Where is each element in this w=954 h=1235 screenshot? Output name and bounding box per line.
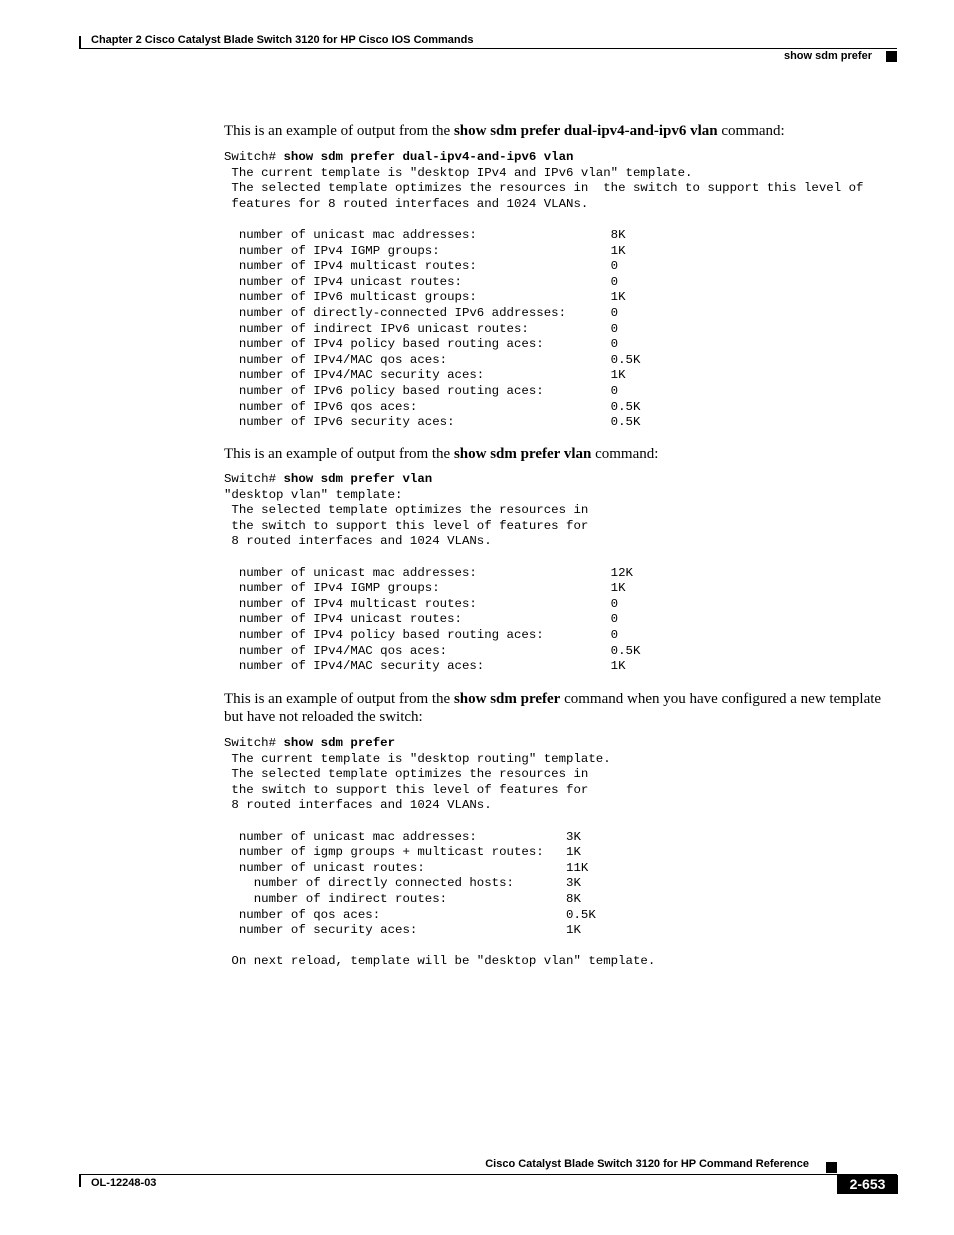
cli-command: show sdm prefer dual-ipv4-and-ipv6 vlan [283, 150, 574, 164]
document-number: OL-12248-03 [91, 1177, 157, 1189]
footer-tick-mark [79, 1174, 81, 1187]
cli-command: show sdm prefer [283, 736, 396, 750]
example-3-intro-command: show sdm prefer [453, 691, 561, 707]
example-2-intro-command: show sdm prefer vlan [453, 446, 592, 462]
chapter-title: Chapter 2 Cisco Catalyst Blade Switch 3120 for HP Cisco IOS Commands [91, 34, 474, 46]
cli-output-text: "desktop vlan" template: The selected template optimizes the resources in the switch to support this level of features for 8 routed interfaces and 1024 VLANs. number of unicast mac addresses: 12K number of IPv4 IGMP groups: 1K number of IPv4 multicast routes: 0 number of IPv4 unicast routes: 0 number of IPv4 policy based routing aces: 0 number of IPv4/MAC qos aces: 0.5K number of IPv4/MAC security aces: 1K [224, 487, 641, 674]
cli-output-text: The current template is "desktop IPv4 and IPv6 vlan" template. The selected template optimizes the resources in the switch to support this level of features for 8 routed interfaces and 1024 VLANs. number of unicast mac addresses: 8K number of IPv4 IGMP groups: 1K number of IPv4 multicast routes: 0 number of IPv4 unicast routes: 0 number of IPv6 multicast groups: 1K number of directly-connected IPv6 addresses: 0 number of indirect IPv6 unicast routes: 0 number of IPv4 policy based routing aces: 0 number of IPv4/MAC qos aces: 0.5K number of IPv4/MAC security aces: 1K number of IPv6 policy based routing aces: 0 number of IPv6 qos aces: 0.5K number of IPv6 security aces: 0.5K [231, 165, 864, 430]
page-number: 2-653 [837, 1175, 898, 1194]
section-title: show sdm prefer [783, 50, 872, 62]
example-3-intro: This is an example of output from the show sdm prefer command when you have configured a new template but have not reloaded the switch: [224, 691, 882, 725]
example-2-intro: This is an example of output from the show sdm prefer vlan command: [224, 446, 659, 462]
header-marker-box [886, 51, 897, 62]
cli-prompt: Switch# [224, 472, 284, 486]
example-1-intro: This is an example of output from the show sdm prefer dual-ipv4-and-ipv6 vlan command: [224, 123, 785, 139]
example-2-cli-output [224, 472, 640, 675]
cli-prompt: Switch# [224, 150, 284, 164]
header-rule [79, 48, 897, 49]
cli-prompt: Switch# [224, 736, 284, 750]
book-title: Cisco Catalyst Blade Switch 3120 for HP Command Reference [485, 1158, 809, 1170]
example-3-cli-output [224, 736, 655, 970]
example-1-cli-output [224, 150, 863, 431]
footer-rule [79, 1174, 897, 1175]
cli-command: show sdm prefer vlan [283, 472, 433, 486]
footer-marker-box [826, 1162, 837, 1173]
example-1-intro-command: show sdm prefer dual-ipv4-and-ipv6 vlan [453, 123, 718, 139]
cli-output-text: The current template is "desktop routing" template. The selected template optimizes the resources in the switch to support this level of features for 8 routed interfaces and 1024 VLANs. number of unicast mac addresses: 3K number of igmp groups + multicast routes: 1K number of unicast routes: 11K number of directly connected hosts: 3K number of indirect routes: 8K number of qos aces: 0.5K number of security aces: 1K On next reload, template will be "desktop vlan" template. [231, 751, 656, 969]
